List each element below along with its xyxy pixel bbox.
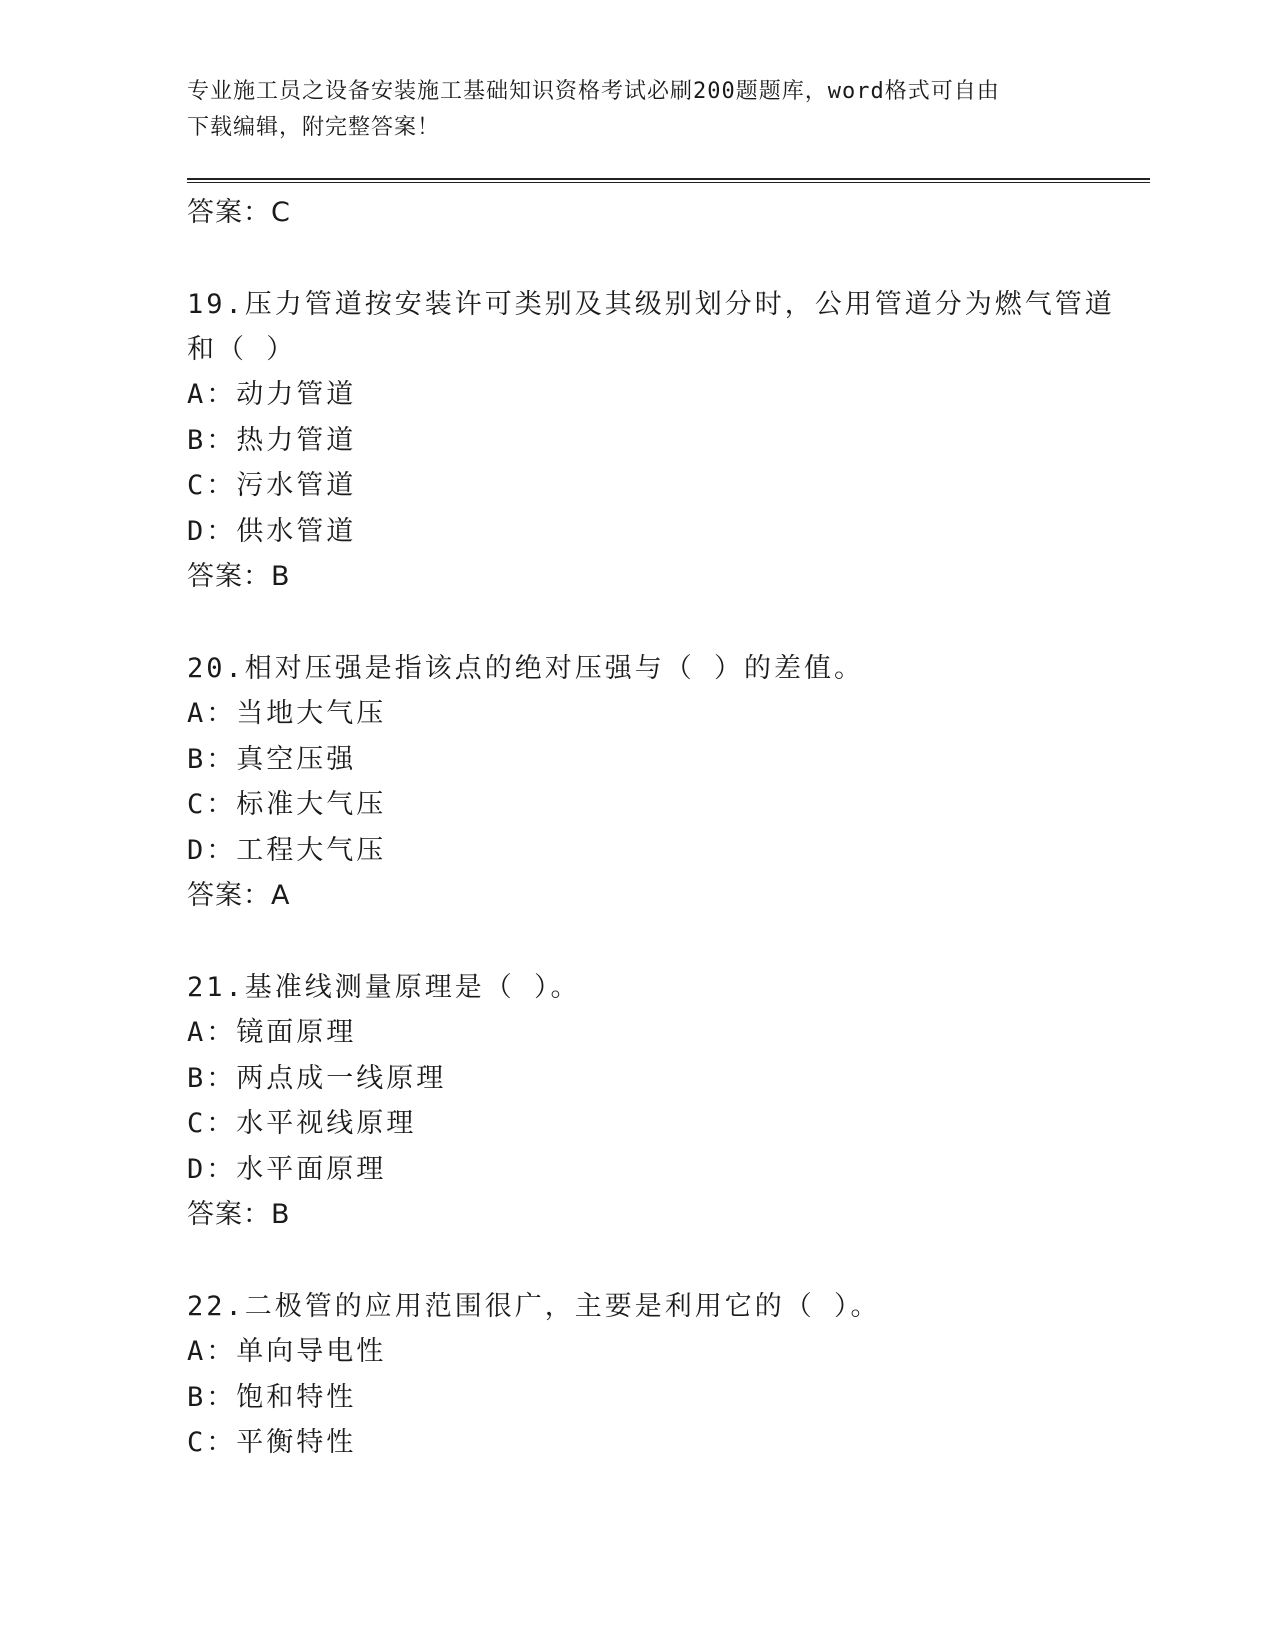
option-c: C：水平视线原理: [187, 1108, 417, 1139]
question-stem: 20.相对压强是指该点的绝对压强与（ ）的差值。: [187, 653, 865, 684]
option-c: C：平衡特性: [187, 1427, 357, 1458]
option-a: A：镜面原理: [187, 1017, 357, 1048]
question-19: [187, 282, 1117, 599]
header-line-2: 下载编辑，附完整答案！: [187, 115, 441, 140]
option-a: A：单向导电性: [187, 1336, 387, 1367]
header-line-1: 专业施工员之设备安装施工基础知识资格考试必刷200题题库，word格式可自由: [187, 79, 1000, 104]
answer-line: 答案：C: [187, 197, 291, 228]
option-d: D：供水管道: [187, 515, 357, 547]
question-stem: 19.压力管道按安装许可类别及其级别划分时，公用管道分为燃气管道和（ ）: [187, 289, 1115, 365]
answer-line: 答案：B: [187, 1199, 291, 1230]
question-list: [187, 190, 1117, 1466]
option-a: A：动力管道: [187, 379, 357, 410]
option-d: D：水平面原理: [187, 1153, 387, 1185]
option-c: C：污水管道: [187, 470, 357, 501]
header-divider: [187, 178, 1150, 183]
question-20: [187, 646, 1117, 918]
option-c: C：标准大气压: [187, 789, 387, 820]
answer-line: 答案：A: [187, 880, 291, 911]
question-21: [187, 965, 1117, 1237]
document-header: [187, 74, 1087, 146]
question-22: [187, 1284, 1117, 1466]
option-a: A：当地大气压: [187, 698, 387, 729]
option-b: B：真空压强: [187, 743, 357, 775]
question-stem: 22.二极管的应用范围很广，主要是利用它的（ ）。: [187, 1291, 881, 1322]
option-b: B：饱和特性: [187, 1381, 357, 1413]
option-d: D：工程大气压: [187, 834, 387, 866]
option-b: B：两点成一线原理: [187, 1062, 447, 1094]
option-b: B：热力管道: [187, 424, 357, 456]
question-stem: 21.基准线测量原理是（ ）。: [187, 972, 581, 1003]
answer-line: 答案：B: [187, 561, 291, 592]
